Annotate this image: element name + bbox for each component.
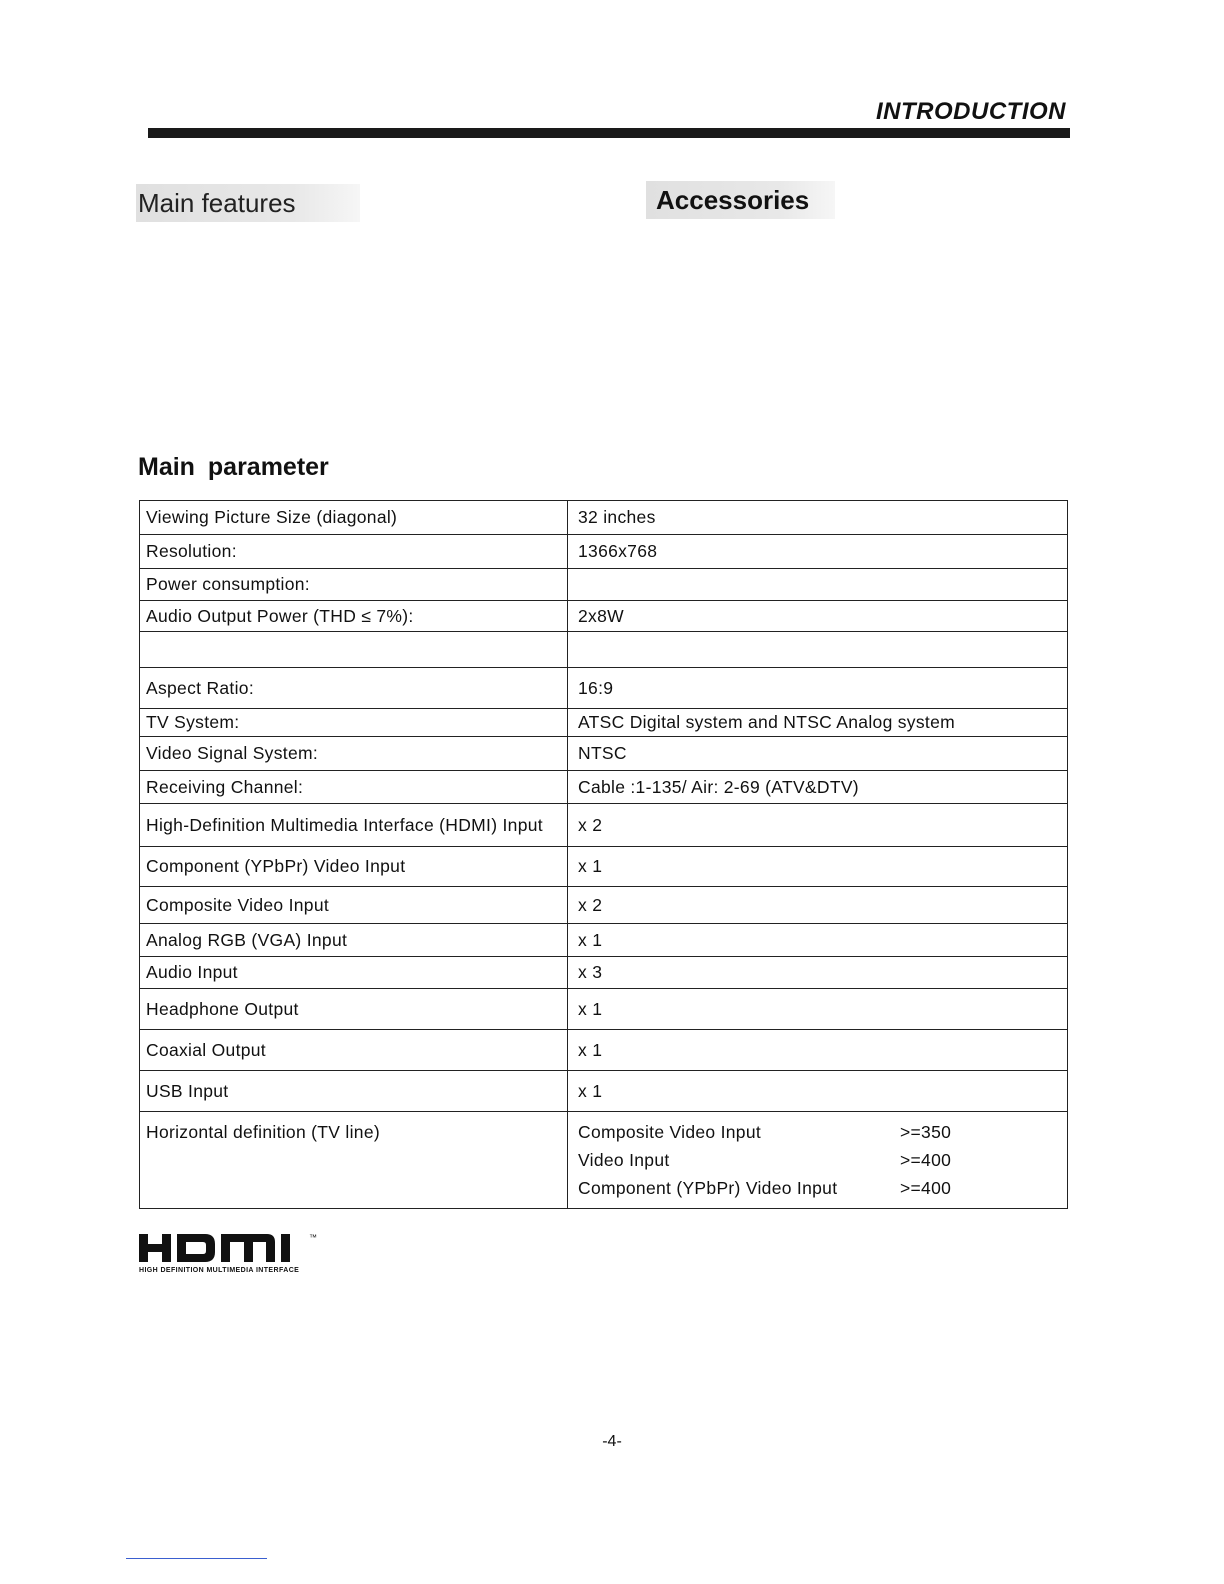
- hdmi-logo-subtitle: HIGH DEFINITION MULTIMEDIA INTERFACE: [139, 1267, 300, 1274]
- param-label: Horizontal definition (TV line): [140, 1112, 568, 1209]
- list-item: [578, 1118, 1061, 1146]
- param-label: Analog RGB (VGA) Input: [140, 924, 568, 957]
- param-value: ATSC Digital system and NTSC Analog system: [568, 709, 1068, 737]
- hd-line-value: >=400: [900, 1150, 952, 1170]
- list-item: [578, 1146, 1061, 1174]
- param-value: x 3: [568, 957, 1068, 989]
- param-label: Headphone Output: [140, 989, 568, 1030]
- param-label: Component (YPbPr) Video Input: [140, 847, 568, 887]
- page-number: -4-: [602, 1433, 622, 1450]
- hd-line-value: >=350: [900, 1122, 952, 1142]
- param-value: Cable :1-135/ Air: 2-69 (ATV&DTV): [568, 771, 1068, 804]
- param-label: Audio Input: [140, 957, 568, 989]
- param-value: [568, 569, 1068, 601]
- param-label: USB Input: [140, 1071, 568, 1112]
- param-label: Video Signal System:: [140, 737, 568, 771]
- table-row: [140, 569, 1068, 601]
- parameter-table: [139, 500, 1068, 1209]
- param-label: Aspect Ratio:: [140, 668, 568, 709]
- horizontal-definition-values: [568, 1112, 1068, 1209]
- table-row: [140, 1071, 1068, 1112]
- param-value: x 1: [568, 924, 1068, 957]
- table-row: [140, 957, 1068, 989]
- param-value: NTSC: [568, 737, 1068, 771]
- table-row: [140, 535, 1068, 569]
- hd-line-name: Composite Video Input: [578, 1122, 762, 1142]
- table-row: [140, 847, 1068, 887]
- param-value: x 1: [568, 989, 1068, 1030]
- table-row: [140, 1030, 1068, 1071]
- param-value: 32 inches: [568, 501, 1068, 535]
- table-row: [140, 771, 1068, 804]
- table-row: [140, 804, 1068, 847]
- hd-line-name: Component (YPbPr) Video Input: [578, 1178, 838, 1198]
- header-rule: [148, 128, 1070, 138]
- table-row: [140, 887, 1068, 924]
- param-label: Receiving Channel:: [140, 771, 568, 804]
- param-label: Audio Output Power (THD ≤ 7%):: [140, 601, 568, 632]
- param-value: [568, 632, 1068, 668]
- table-row: [140, 989, 1068, 1030]
- accessories-heading: Accessories: [646, 181, 835, 219]
- param-label: High-Definition Multimedia Interface (HDMI) Input: [140, 804, 568, 847]
- table-row: [140, 601, 1068, 632]
- param-value: x 1: [568, 1071, 1068, 1112]
- header-title: INTRODUCTION: [876, 98, 1066, 125]
- table-row: [140, 1112, 1068, 1209]
- param-value: x 2: [568, 887, 1068, 924]
- main-features-heading: Main features: [136, 184, 360, 222]
- hd-line-value: >=400: [900, 1178, 952, 1198]
- table-row: [140, 737, 1068, 771]
- param-value: x 1: [568, 1030, 1068, 1071]
- param-label: Viewing Picture Size (diagonal): [140, 501, 568, 535]
- table-row: [140, 924, 1068, 957]
- list-item: [578, 1174, 1061, 1202]
- param-value: 2x8W: [568, 601, 1068, 632]
- param-value: 16:9: [568, 668, 1068, 709]
- param-value: 1366x768: [568, 535, 1068, 569]
- table-row: [140, 632, 1068, 668]
- main-parameter-heading: Main parameter: [138, 453, 329, 481]
- param-label: Resolution:: [140, 535, 568, 569]
- table-row: [140, 668, 1068, 709]
- hd-line-name: Video Input: [578, 1150, 670, 1170]
- param-value: x 1: [568, 847, 1068, 887]
- table-row: [140, 709, 1068, 737]
- footer-line: [126, 1558, 267, 1559]
- param-label: Power consumption:: [140, 569, 568, 601]
- param-label: [140, 632, 568, 668]
- param-label: TV System:: [140, 709, 568, 737]
- param-value: x 2: [568, 804, 1068, 847]
- table-row: [140, 501, 1068, 535]
- trademark-symbol: ™: [309, 1233, 317, 1242]
- param-label: Composite Video Input: [140, 887, 568, 924]
- param-label: Coaxial Output: [140, 1030, 568, 1071]
